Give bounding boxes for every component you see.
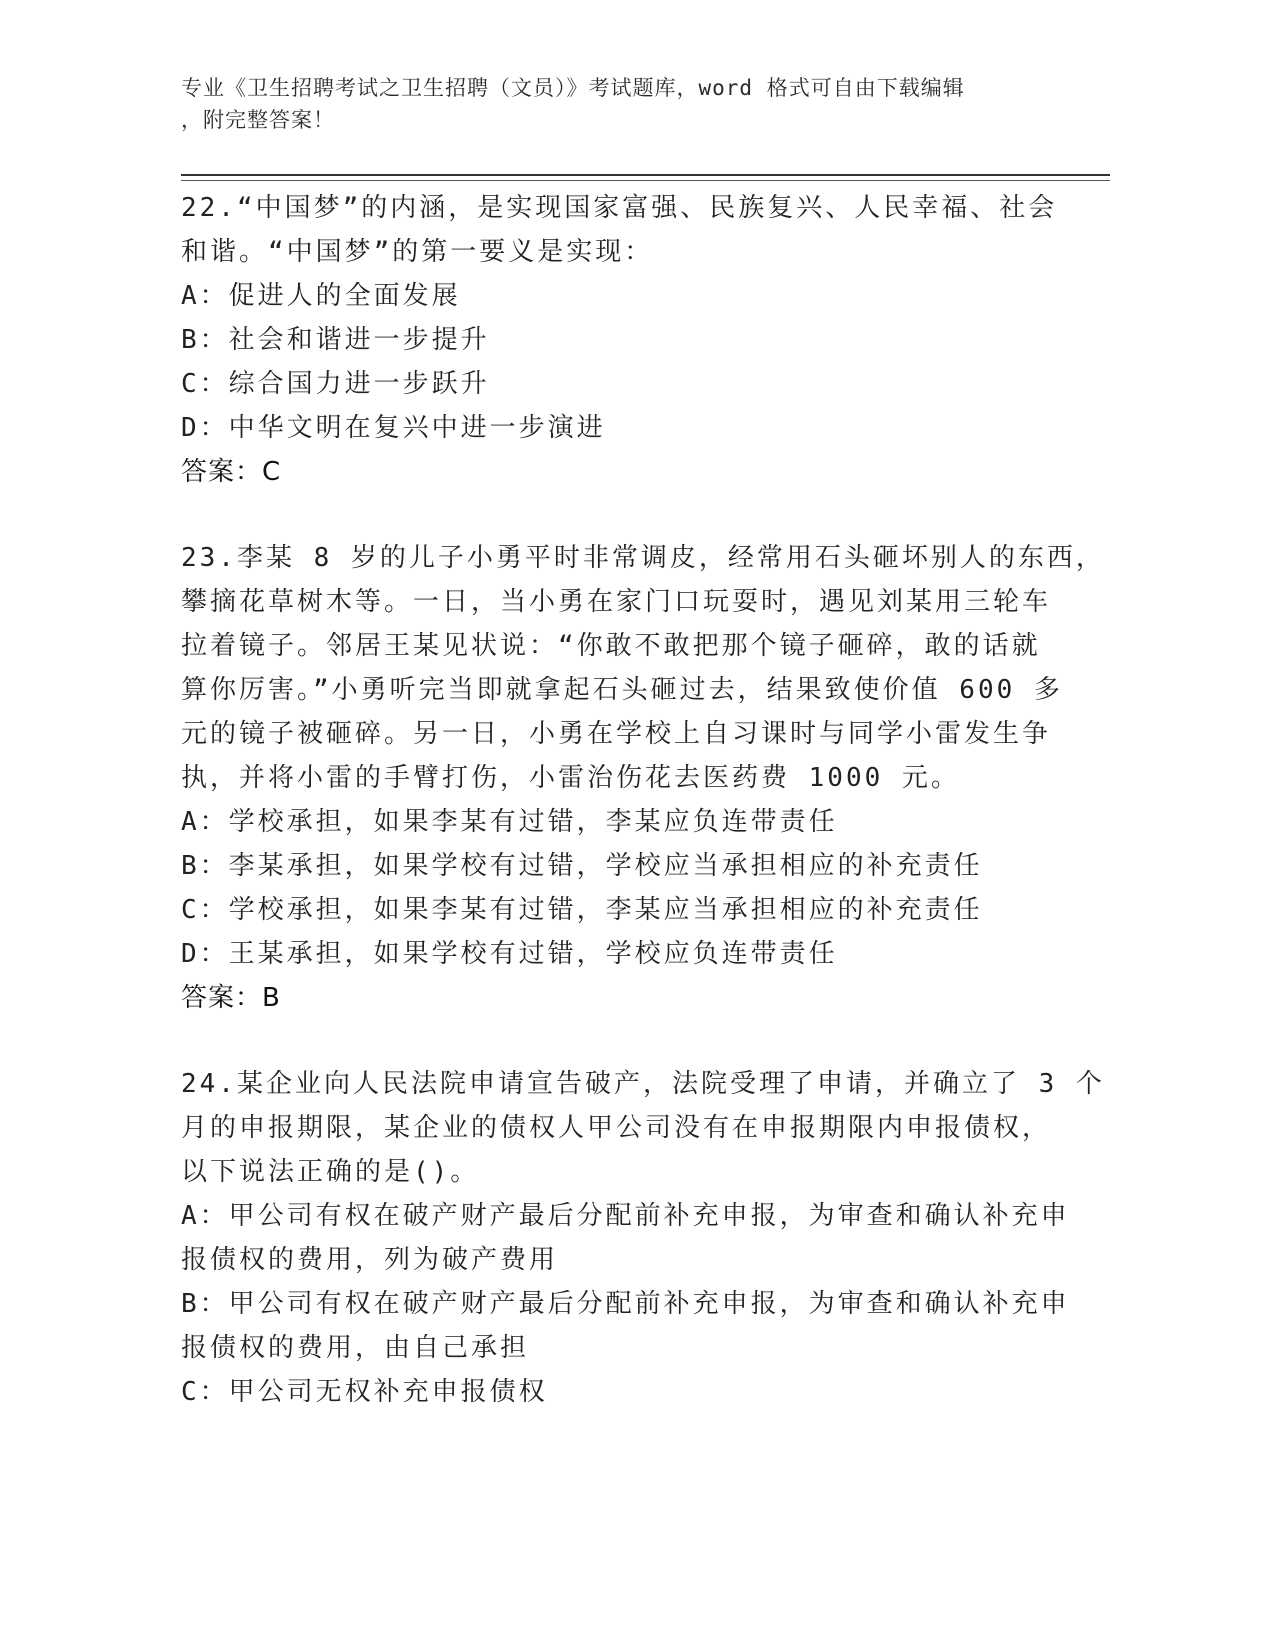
- question-24: [181, 1062, 1105, 1414]
- question-23: [181, 536, 1105, 1020]
- question-text-line: 月的申报期限，某企业的债权人甲公司没有在申报期限内申报债权，: [181, 1113, 1052, 1143]
- option-b: B：李某承担，如果学校有过错，学校应当承担相应的补充责任: [181, 851, 983, 881]
- question-text-line: 拉着镜子。邻居王某见状说：“你敢不敢把那个镜子砸碎，敢的话就: [181, 631, 1041, 661]
- header-divider: [181, 174, 1110, 176]
- option-d: D：中华文明在复兴中进一步演进: [181, 413, 606, 443]
- question-text-line: 算你厉害。”小勇听完当即就拿起石头砸过去，结果致使价值 600 多: [181, 675, 1063, 705]
- option-a: A：甲公司有权在破产财产最后分配前补充申报，为审查和确认补充申: [181, 1201, 1070, 1231]
- answer-label: 答案：C: [181, 457, 282, 487]
- option-a: A：学校承担，如果李某有过错，李某应负连带责任: [181, 807, 838, 837]
- header-divider-thin: [181, 180, 1110, 181]
- question-text-line: 23.李某 8 岁的儿子小勇平时非常调皮，经常用石头砸坏别人的东西，: [181, 543, 1105, 573]
- option-a: A：促进人的全面发展: [181, 281, 461, 311]
- document-header: [181, 72, 1041, 136]
- question-text-line: 攀摘花草树木等。一日，当小勇在家门口玩耍时，遇见刘某用三轮车: [181, 587, 1052, 617]
- option-c: C：学校承担，如果李某有过错，李某应当承担相应的补充责任: [181, 895, 983, 925]
- option-b: B：甲公司有权在破产财产最后分配前补充申报，为审查和确认补充申: [181, 1289, 1070, 1319]
- question-text-line: 以下说法正确的是()。: [181, 1157, 480, 1187]
- question-text-line: 元的镜子被砸碎。另一日，小勇在学校上自习课时与同学小雷发生争: [181, 719, 1052, 749]
- answer-label: 答案：B: [181, 983, 281, 1013]
- option-b: B：社会和谐进一步提升: [181, 325, 490, 355]
- question-22: [181, 186, 1081, 494]
- header-line: ，附完整答案！: [181, 108, 335, 132]
- question-text-line: 24.某企业向人民法院申请宣告破产，法院受理了申请，并确立了 3 个: [181, 1069, 1105, 1099]
- option-c: C：甲公司无权补充申报债权: [181, 1377, 548, 1407]
- question-list: [181, 186, 1105, 1456]
- question-text-line: 22.“中国梦”的内涵，是实现国家富强、民族复兴、人民幸福、社会: [181, 193, 1058, 223]
- question-text-line: 和谐。“中国梦”的第一要义是实现：: [181, 237, 654, 267]
- option-b-continued: 报债权的费用，由自己承担: [181, 1333, 530, 1363]
- header-line: 专业《卫生招聘考试之卫生招聘（文员）》考试题库，word 格式可自由下载编辑: [181, 76, 965, 100]
- option-d: D：王某承担，如果学校有过错，学校应负连带责任: [181, 939, 838, 969]
- option-c: C：综合国力进一步跃升: [181, 369, 490, 399]
- option-a-continued: 报债权的费用，列为破产费用: [181, 1245, 559, 1275]
- question-text-line: 执，并将小雷的手臂打伤，小雷治伤花去医药费 1000 元。: [181, 763, 960, 793]
